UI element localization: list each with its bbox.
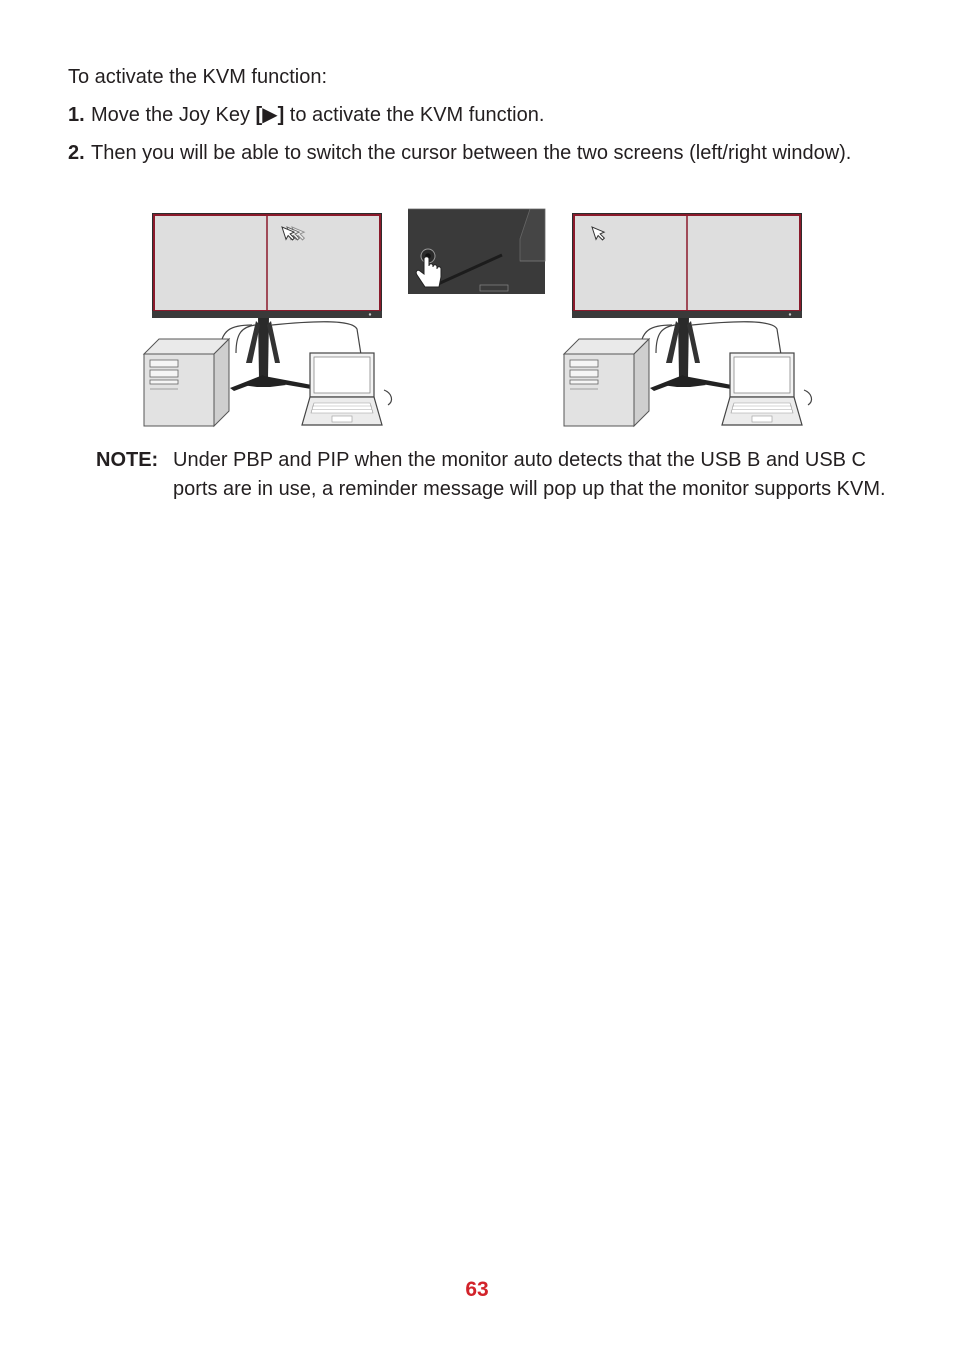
step-1-text-before: Move the Joy Key [91, 104, 256, 126]
step-2-text: Then you will be able to switch the cursor between the two screens (left/right window). [91, 142, 852, 164]
step-2 [68, 139, 888, 168]
step-2-number: 2. [68, 142, 85, 164]
joy-key-closeup [408, 209, 545, 294]
joy-key-right-label: [▶] [255, 104, 285, 126]
step-1-text-after: to activate the KVM function. [284, 104, 545, 126]
right-monitor-setup [564, 213, 811, 426]
intro-text: To activate the KVM function: [68, 66, 328, 88]
kvm-illustration [140, 205, 820, 435]
note-text: Under PBP and PIP when the monitor auto detects that the USB B and USB C ports are in use, a reminder message will pop up that the monitor supports KVM. [173, 449, 886, 500]
step-1-text [91, 101, 888, 130]
step-1 [68, 101, 888, 130]
note [96, 446, 896, 504]
note-label: NOTE: [96, 449, 159, 471]
step-1-number: 1. [68, 104, 85, 126]
left-monitor-setup [144, 213, 391, 426]
page-number: 63 [465, 1278, 489, 1301]
